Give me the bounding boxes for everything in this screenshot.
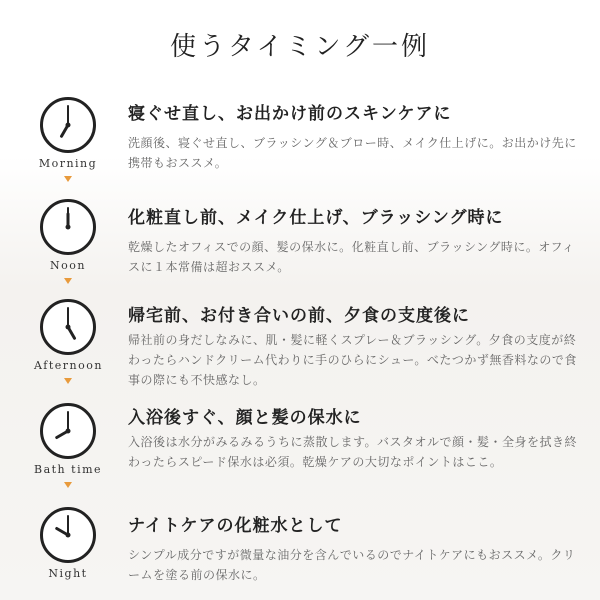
- timing-text: [128, 99, 580, 173]
- clock-icon: [34, 402, 102, 460]
- clock-column: [34, 298, 102, 384]
- down-arrow-icon: [64, 176, 72, 182]
- clock-icon: [34, 198, 102, 256]
- clock-column: [34, 506, 102, 580]
- timing-text: [128, 511, 580, 585]
- timing-text: [128, 403, 580, 472]
- timing-description: 帰社前の身だしなみに、肌・髪に軽くスプレー＆ブラッシング。夕食の支度が終わったらハンドクリーム代わりに手のひらにシュー。べたつかず無香料なので食事の際にも不快感なし。: [128, 333, 577, 387]
- down-arrow-icon: [64, 378, 72, 384]
- timing-text: [128, 301, 580, 390]
- clock-icon: [34, 506, 102, 564]
- page-title: 使うタイミング一例: [170, 32, 430, 62]
- clock-icon: [34, 298, 102, 356]
- timing-description: 洗顔後、寝ぐせ直し、ブラッシング＆ブロー時、メイク仕上げに。お出かけ先に携帯もおススメ。: [128, 136, 577, 170]
- clock-column: [34, 402, 102, 488]
- timing-description: シンプル成分ですが微量な油分を含んでいるのでナイトケアにもおススメ。クリームを塗る前の保水に。: [128, 548, 576, 582]
- time-label-noon: Noon: [50, 259, 86, 272]
- timing-heading: ナイトケアの化粧水として: [128, 516, 343, 536]
- clock-column: [34, 198, 102, 284]
- timing-text: [128, 203, 580, 277]
- timing-description: 乾燥したオフィスでの顔、髪の保水に。化粧直し前、ブラッシング時に。オフィスに１本常備は超おススメ。: [128, 240, 575, 274]
- timing-heading: 帰宅前、お付き合いの前、夕食の支度後に: [128, 306, 470, 326]
- timing-description: 入浴後は水分がみるみるうちに蒸散します。バスタオルで顔・髪・全身を拭き終わったらスピード保水は必須。乾燥ケアの大切なポイントはここ。: [128, 435, 578, 469]
- down-arrow-icon: [64, 482, 72, 488]
- time-label-afternoon: Afternoon: [34, 359, 103, 372]
- clock-column: [34, 96, 102, 182]
- time-label-morning: Morning: [38, 157, 98, 170]
- down-arrow-icon: [64, 278, 72, 284]
- timing-heading: 化粧直し前、メイク仕上げ、ブラッシング時に: [128, 208, 504, 228]
- time-label-bath-time: Bath time: [34, 463, 103, 476]
- timing-heading: 入浴後すぐ、顔と髪の保水に: [128, 408, 362, 428]
- time-label-night: Night: [48, 567, 88, 580]
- timing-heading: 寝ぐせ直し、お出かけ前のスキンケアに: [128, 104, 452, 124]
- clock-icon: [34, 96, 102, 154]
